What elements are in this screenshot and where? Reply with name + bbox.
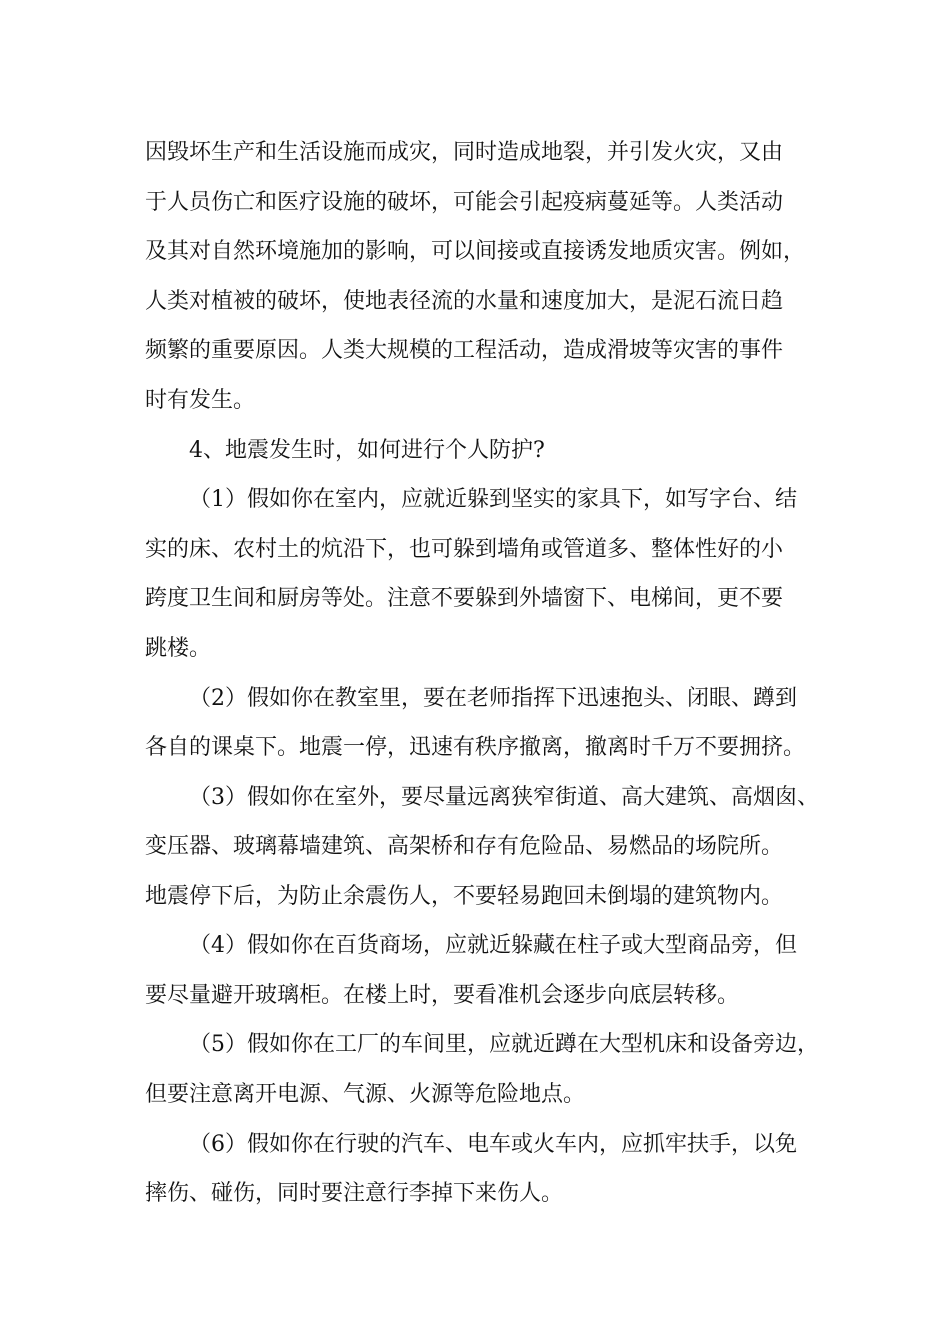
text-line: 因毁坏生产和生活设施而成灾，同时造成地裂，并引发火灾，又由 [145,140,784,165]
text-line: 及其对自然环境施加的影响，可以间接或直接诱发地质灾害。例如， [145,239,806,264]
text-line: （1）假如你在室内，应就近躲到坚实的家具下，如写字台、结 [189,487,797,512]
text-line: （3）假如你在室外，要尽量远离狭窄街道、高大建筑、高烟囱、 [189,785,819,810]
text-line: 人类对植被的破坏，使地表径流的水量和速度加大，是泥石流日趋 [145,289,784,314]
section-heading: 4、地震发生时，如何进行个人防护? [189,438,545,463]
text-line: 跨度卫生间和厨房等处。注意不要躲到外墙窗下、电梯间，更不要 [145,586,784,611]
text-line: （2）假如你在教室里，要在老师指挥下迅速抱头、闭眼、蹲到 [189,686,797,711]
text-line: 各自的课桌下。地震一停，迅速有秩序撤离，撤离时千万不要拥挤。 [145,735,806,760]
text-line: （6）假如你在行驶的汽车、电车或火车内，应抓牢扶手，以免 [189,1132,797,1157]
text-line: 频繁的重要原因。人类大规模的工程活动，造成滑坡等灾害的事件 [145,338,784,363]
text-line: （5）假如你在工厂的车间里，应就近蹲在大型机床和设备旁边， [189,1032,819,1057]
text-line: 地震停下后，为防止余震伤人，不要轻易跑回未倒塌的建筑物内。 [145,884,784,909]
text-line: 摔伤、碰伤，同时要注意行李掉下来伤人。 [145,1181,564,1206]
text-line: 要尽量避开玻璃柜。在楼上时，要看准机会逐步向底层转移。 [145,983,740,1008]
text-line: 于人员伤亡和医疗设施的破坏，可能会引起疫病蔓延等。人类活动 [145,190,784,215]
text-line: 实的床、农村土的炕沿下，也可躲到墙角或管道多、整体性好的小 [145,537,784,562]
text-line: （4）假如你在百货商场，应就近躲藏在柱子或大型商品旁，但 [189,933,797,958]
text-line: 变压器、玻璃幕墙建筑、高架桥和存有危险品、易燃品的场院所。 [145,834,784,859]
text-line: 跳楼。 [145,636,212,661]
text-line: 但要注意离开电源、气源、火源等危险地点。 [145,1082,586,1107]
text-line: 时有发生。 [145,388,256,413]
